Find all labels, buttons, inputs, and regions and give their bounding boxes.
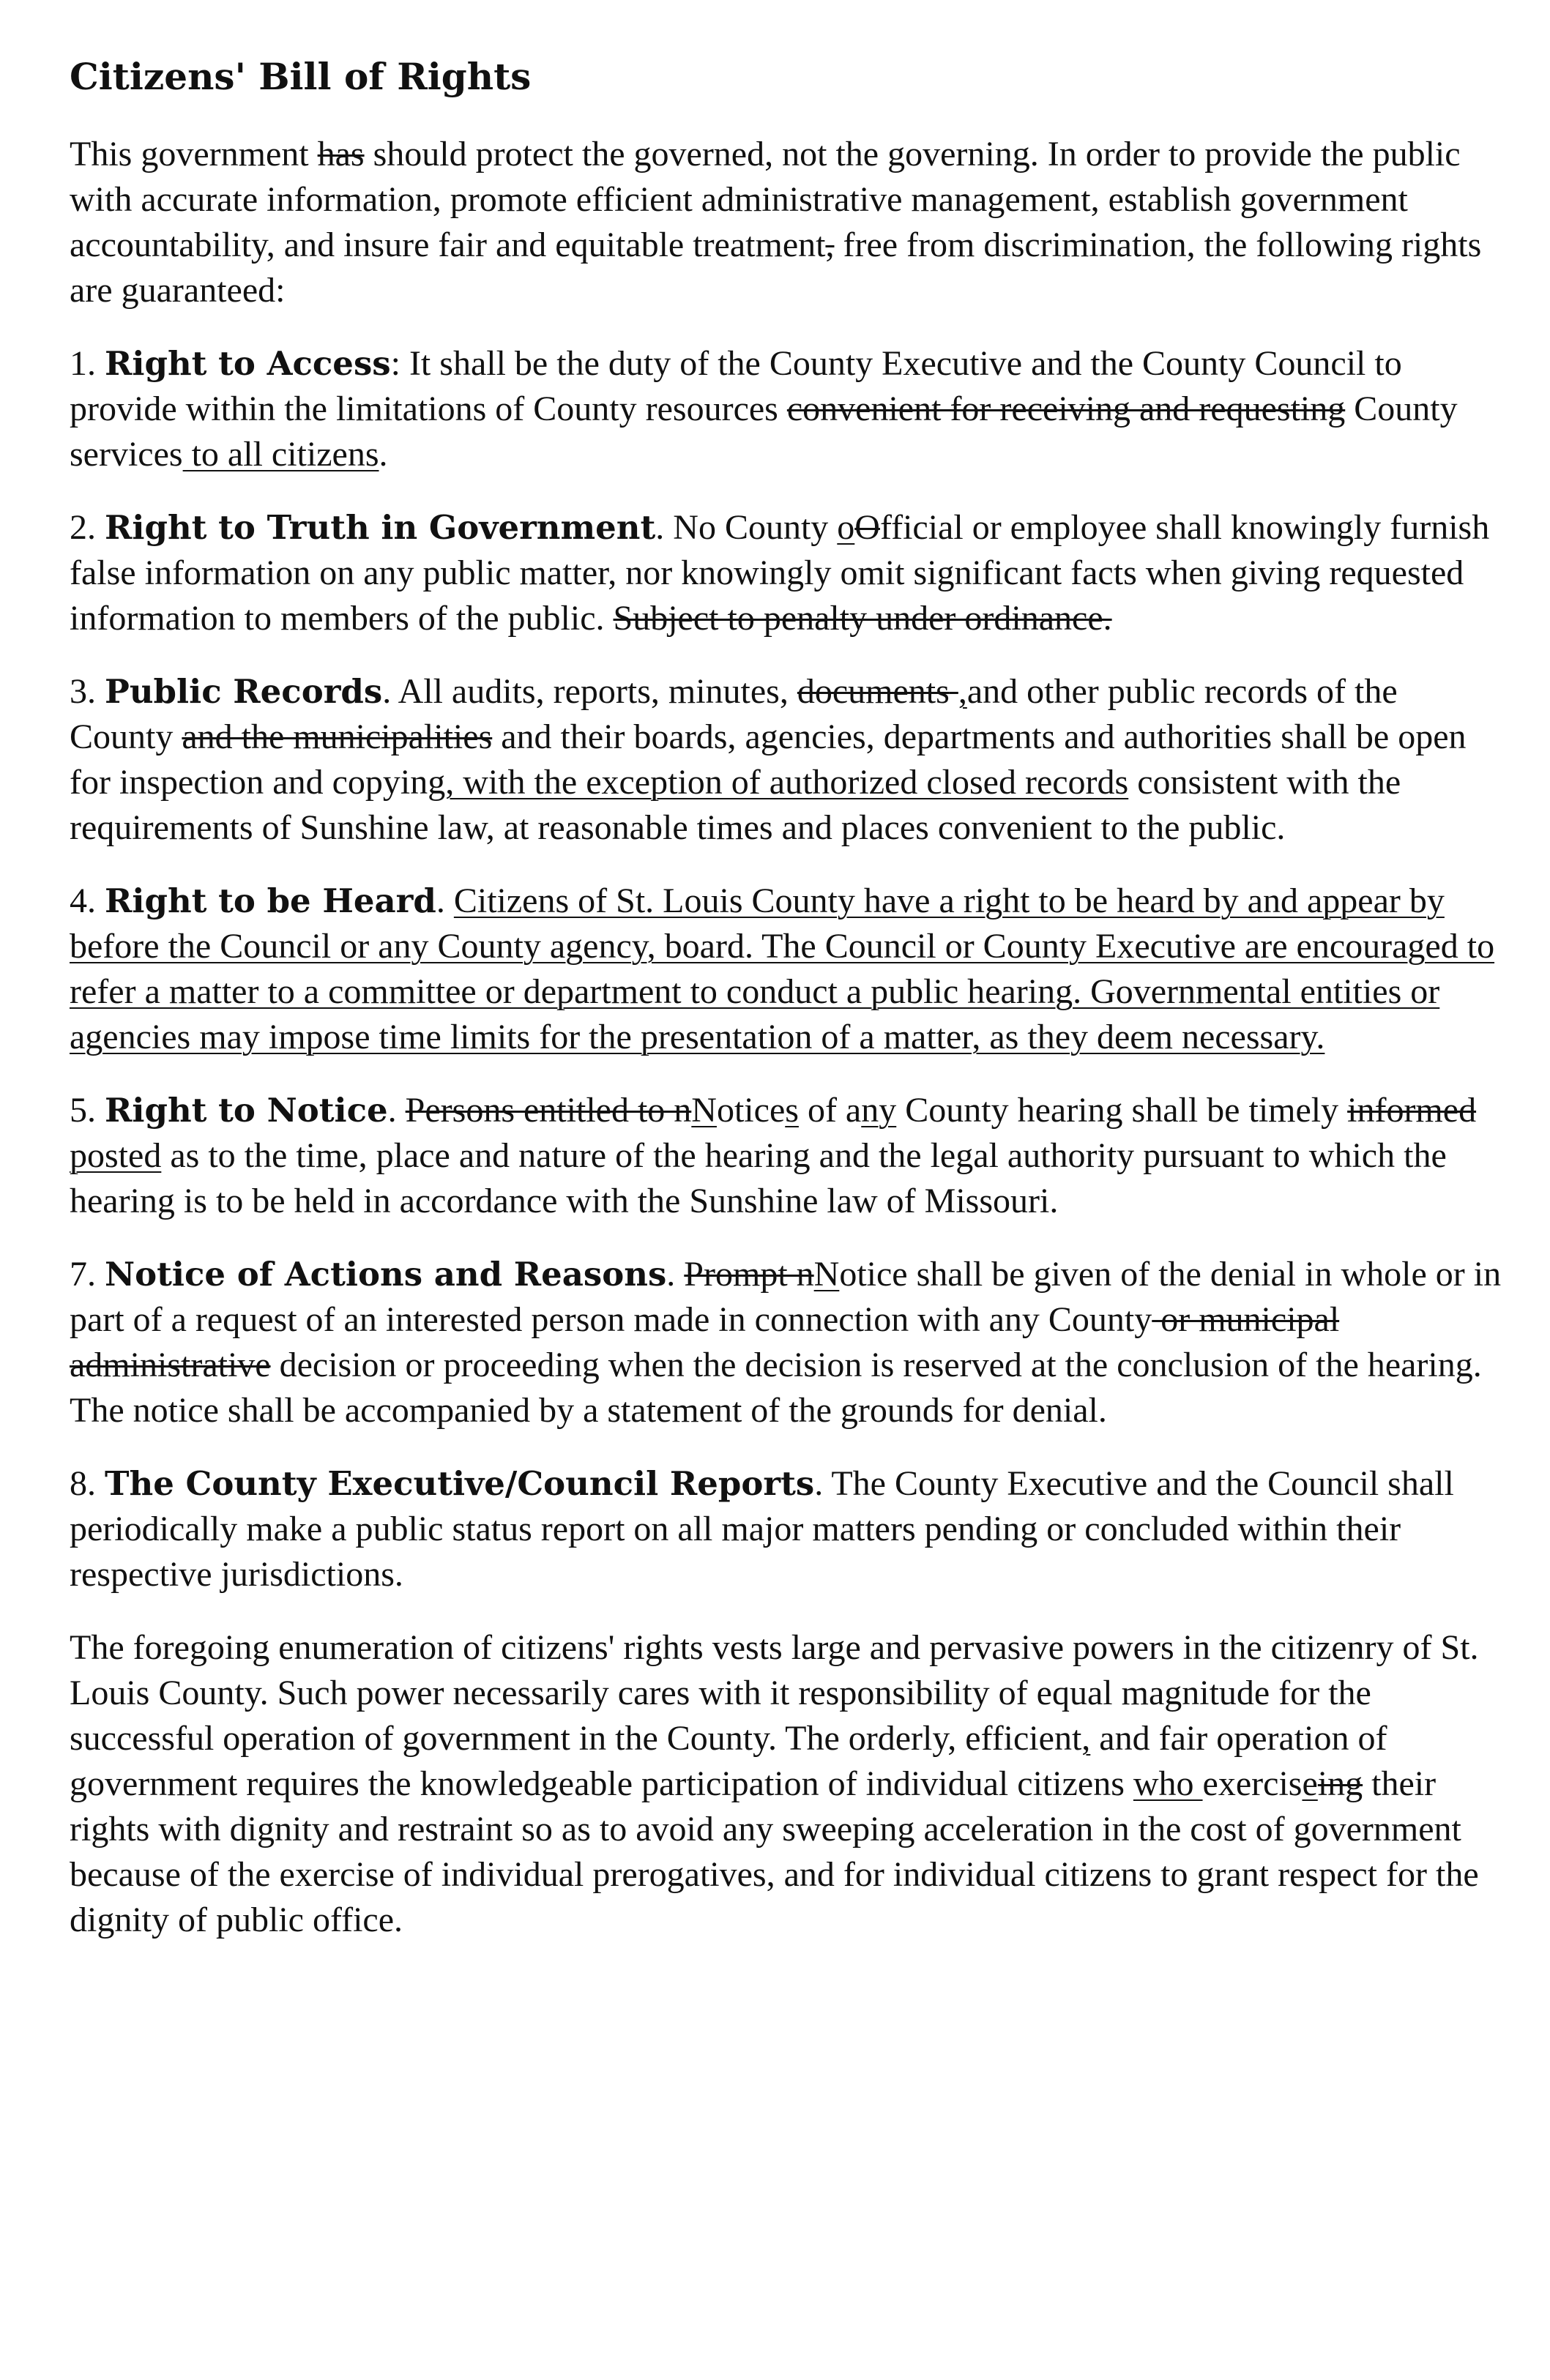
text-run: and their boards, agencies, departments and authorities shall be open for inspection and copying xyxy=(70,717,1467,802)
text-run: should protect the governed, not the governing. In order to provide the public with accurate information, promote efficient administrative management, establish government accountability, and insure fair and equitable treatment xyxy=(70,135,1461,264)
inserted-text: who xyxy=(1133,1764,1203,1803)
deleted-text xyxy=(950,672,958,711)
deleted-text: , xyxy=(825,225,835,264)
inserted-text: e xyxy=(1302,1764,1318,1803)
item-heading: Right to Access xyxy=(105,344,391,383)
right-item xyxy=(70,878,1506,1060)
text-run: . xyxy=(436,881,454,920)
text-run: . xyxy=(666,1255,685,1294)
inserted-text: , xyxy=(958,672,967,711)
item-heading: Right to be Heard xyxy=(105,881,436,920)
inserted-text: o xyxy=(837,508,855,547)
item-number: 3. xyxy=(70,672,96,711)
text-run: . All audits, reports, minutes, xyxy=(382,672,797,711)
text-run: decision or proceeding when the decision is reserved at the conclusion of the hearing. The notice shall be accompanied by a statement of the grounds for denial. xyxy=(70,1346,1482,1430)
inserted-text: N xyxy=(813,1255,840,1294)
text-run: This government xyxy=(70,135,318,174)
text-run: The foregoing enumeration of citizens' rights vests large and pervasive powers in the citizenry of St. Louis County. Such power necessarily cares with it responsibility of equal magnitude for the successful operation of government in the County. The orderly, efficient xyxy=(70,1628,1479,1758)
item-number: 4. xyxy=(70,881,96,920)
deleted-text: O xyxy=(854,508,880,547)
text-run: . The County Executive and the Council shall periodically make a public status report on all major matters pending or concluded within their respective jurisdictions. xyxy=(70,1464,1454,1594)
text-run: otice shall be given of the denial in whole or in part of a request of an interested person made in connection with any County xyxy=(70,1255,1502,1339)
closing-paragraph xyxy=(70,1625,1506,1943)
item-heading: The County Executive/Council Reports xyxy=(105,1464,815,1503)
item-number: 5. xyxy=(70,1091,96,1130)
text-run: : It shall be the duty of the County Executive and the County Council to provide within the limitations of County resources xyxy=(70,344,1402,428)
deleted-text: Subject to penalty under ordinance. xyxy=(613,599,1112,638)
deleted-text: convenient for receiving and requesting xyxy=(786,389,1346,428)
right-item xyxy=(70,505,1506,641)
text-run: of a xyxy=(798,1091,862,1130)
text-run: . No County xyxy=(655,508,838,547)
inserted-text: N xyxy=(691,1091,717,1130)
item-number: 2. xyxy=(70,508,96,547)
inserted-text: s xyxy=(785,1091,799,1130)
text-run: County hearing shall be timely xyxy=(896,1091,1348,1130)
deleted-text: ing xyxy=(1317,1764,1363,1803)
right-item xyxy=(70,1252,1506,1433)
text-run: and other public records of the County xyxy=(70,672,1398,756)
deleted-text: documents xyxy=(797,672,950,711)
document-title: Citizens' Bill of Rights xyxy=(70,55,532,98)
deleted-text: has xyxy=(317,135,365,174)
deleted-text: informed xyxy=(1347,1091,1477,1130)
deleted-text: Persons entitled to n xyxy=(405,1091,692,1130)
text-run: consistent with the requirements of Sunshine law, at reasonable times and places convenient to the public. xyxy=(70,763,1401,847)
inserted-text: Citizens of St. Louis County have a right to be heard by and appear by before the Council or any County agency, board. The Council or County Executive are encouraged to refer a matter to a committee or department to conduct a public hearing. Governmental entities or agencies may impose time limits for the presentation of a matter, as they deem necessary. xyxy=(70,881,1495,1056)
item-heading: Right to Notice xyxy=(105,1091,388,1130)
item-number: 1. xyxy=(70,344,96,383)
deleted-text: and the municipalities xyxy=(182,717,493,756)
right-item xyxy=(70,1461,1506,1597)
text-run: otice xyxy=(716,1091,786,1130)
inserted-text: ny xyxy=(861,1091,897,1130)
text-run: fficial or employee shall knowingly furnish false information on any public matter, nor knowingly omit significant facts when giving requested information to members of the public. xyxy=(70,508,1490,638)
item-heading: Right to Truth in Government xyxy=(105,508,656,547)
text-run: exercis xyxy=(1202,1764,1303,1803)
inserted-text: to all citizens xyxy=(182,435,379,474)
inserted-text: posted xyxy=(70,1136,162,1175)
right-item xyxy=(70,341,1506,477)
item-number: 8. xyxy=(70,1464,96,1503)
intro-paragraph xyxy=(70,132,1506,313)
deleted-text: Prompt n xyxy=(684,1255,814,1294)
deleted-text: or municipal administrative xyxy=(70,1300,1340,1384)
item-heading: Public Records xyxy=(105,672,383,711)
text-run: and fair operation of government requires the knowledgeable participation of individual citizens xyxy=(70,1719,1387,1803)
inserted-text: , xyxy=(1081,1719,1091,1758)
text-run: free from discrimination, the following rights are guaranteed: xyxy=(70,225,1482,310)
text-run: as to the time, place and nature of the hearing and the legal authority pursuant to which the hearing is to be held in accordance with the Sunshine law of Missouri. xyxy=(70,1136,1447,1220)
text-run: . xyxy=(379,435,388,474)
right-item xyxy=(70,669,1506,851)
text-run: their rights with dignity and restraint so as to avoid any sweeping acceleration in the cost of government because of the exercise of individual prerogatives, and for individual citizens to grant respect for the dignity of public office. xyxy=(70,1764,1479,1939)
right-item xyxy=(70,1088,1506,1224)
inserted-text: , with the exception of authorized closed records xyxy=(445,763,1129,802)
item-number: 7. xyxy=(70,1255,96,1294)
rights-list xyxy=(70,341,1506,1597)
item-heading: Notice of Actions and Reasons xyxy=(105,1255,667,1294)
text-run: County services xyxy=(70,389,1458,474)
text-run: . xyxy=(387,1091,406,1130)
